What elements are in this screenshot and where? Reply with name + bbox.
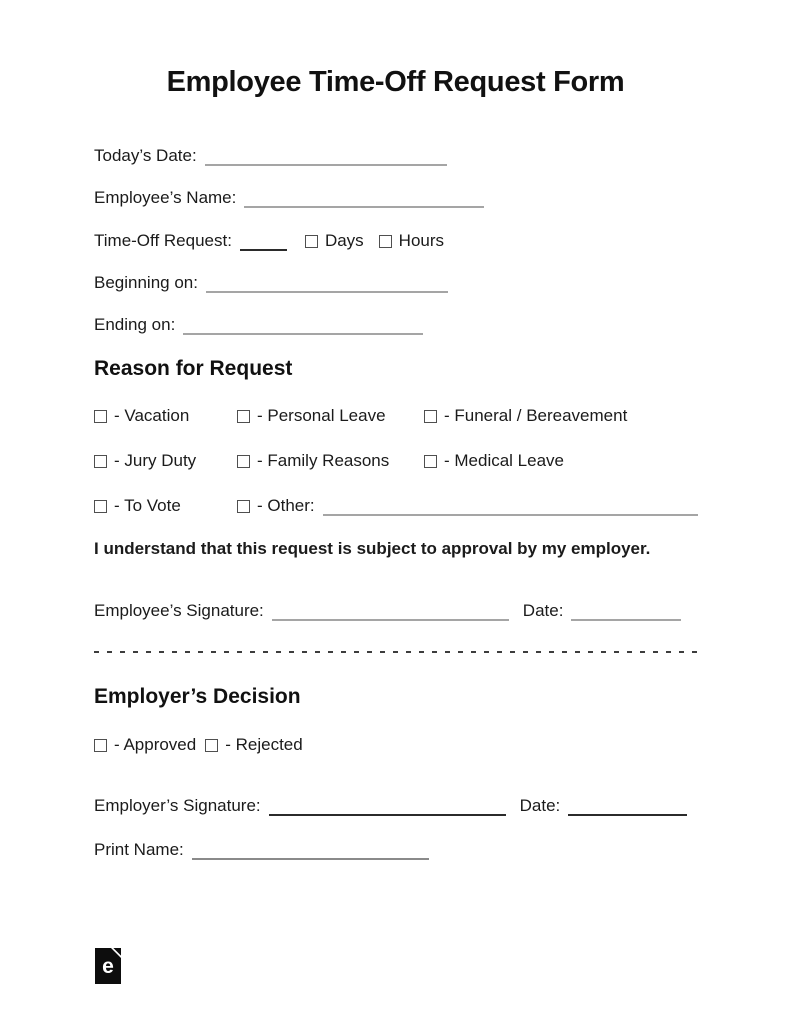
beginning-on-row [94,273,448,293]
checkbox-funeral-bereavement[interactable] [424,410,437,423]
employer-signature-label: Employer’s Signature: [94,796,261,815]
checkbox-other[interactable] [237,500,250,513]
print-name-line[interactable] [192,840,429,860]
employee-signature-label: Employee’s Signature: [94,601,264,620]
checkbox-family-reasons[interactable] [237,455,250,468]
personal-leave-label: - Personal Leave [257,406,386,425]
vacation-label: - Vacation [114,406,190,425]
page-title: Employee Time-Off Request Form [166,66,625,98]
checkbox-approved[interactable] [94,739,107,752]
time-off-request-label: Time-Off Request: [94,231,232,250]
time-off-request-row [94,231,444,251]
reason-for-request-heading: Reason for Request [94,357,293,380]
other-line[interactable] [323,496,698,516]
employer-signature-row [94,796,687,816]
employer-date-label: Date: [519,796,561,815]
todays-date-line[interactable] [205,146,447,166]
dashed-separator [94,651,700,653]
reason-row-1 [94,406,627,426]
employee-date-label: Date: [522,601,564,620]
ending-on-row [94,315,423,335]
decision-row [94,735,303,755]
employers-decision-heading: Employer’s Decision [94,685,301,708]
employee-signature-row [94,601,681,621]
checkbox-hours[interactable] [379,235,392,248]
checkbox-to-vote[interactable] [94,500,107,513]
approval-statement: I understand that this request is subject to approval by my employer. [94,539,651,558]
employer-date-line[interactable] [568,796,687,816]
checkbox-rejected[interactable] [205,739,218,752]
todays-date-label: Today’s Date: [94,146,197,165]
approved-label: - Approved [114,735,197,754]
employee-date-line[interactable] [571,601,681,621]
family-reasons-label: - Family Reasons [257,451,390,470]
time-off-amount-line[interactable] [240,231,287,251]
rejected-label: - Rejected [225,735,303,754]
hours-label: Hours [398,231,445,250]
eforms-logo-letter: e [102,955,114,978]
other-label: - Other: [257,496,315,515]
beginning-on-line[interactable] [206,273,448,293]
checkbox-jury-duty[interactable] [94,455,107,468]
print-name-row [94,840,429,860]
checkbox-days[interactable] [305,235,318,248]
medical-leave-label: - Medical Leave [444,451,565,470]
print-name-label: Print Name: [94,840,184,859]
reason-row-3 [94,496,698,516]
checkbox-personal-leave[interactable] [237,410,250,423]
beginning-on-label: Beginning on: [94,273,198,292]
to-vote-label: - To Vote [114,496,181,515]
jury-duty-label: - Jury Duty [114,451,197,470]
employee-signature-line[interactable] [272,601,509,621]
days-label: Days [324,231,364,250]
employee-name-row [94,188,484,208]
eforms-logo [95,948,121,984]
checkbox-vacation[interactable] [94,410,107,423]
employee-name-line[interactable] [244,188,484,208]
employee-name-label: Employee’s Name: [94,188,237,207]
ending-on-label: Ending on: [94,315,176,334]
funeral-bereavement-label: - Funeral / Bereavement [444,406,628,425]
checkbox-medical-leave[interactable] [424,455,437,468]
ending-on-line[interactable] [183,315,423,335]
employer-signature-line[interactable] [269,796,506,816]
todays-date-row [94,146,447,166]
reason-row-2 [94,451,564,471]
